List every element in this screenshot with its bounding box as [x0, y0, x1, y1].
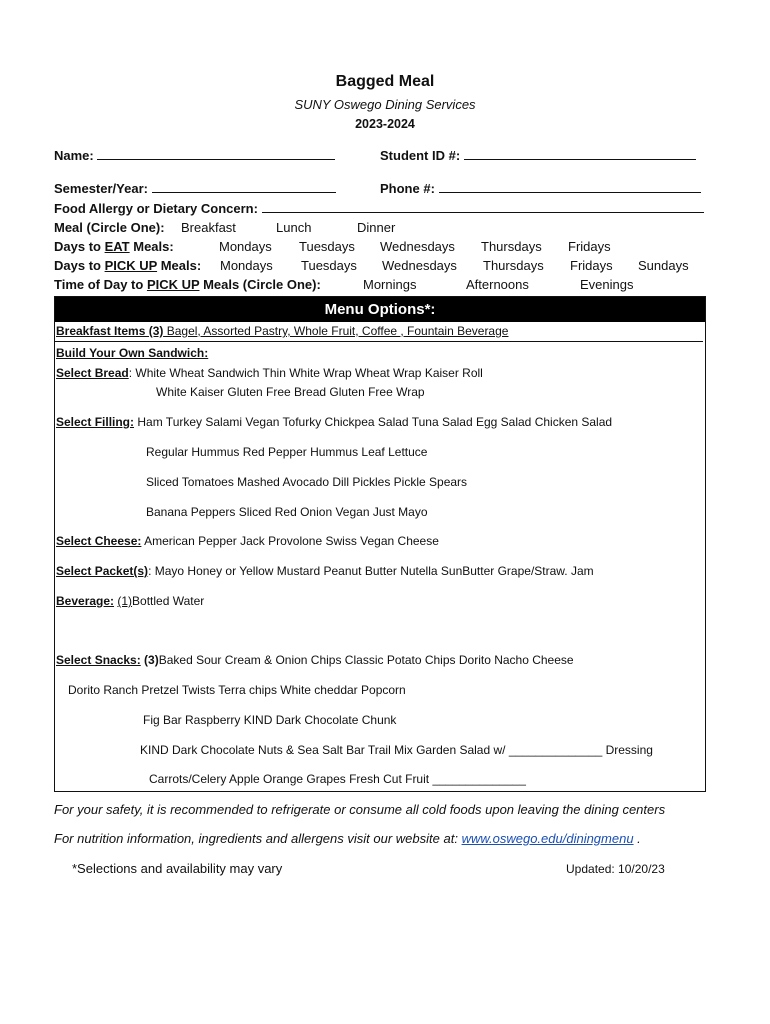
beverage-line: Beverage: (1)Bottled Water [56, 594, 205, 608]
build-sandwich-label: Build Your Own Sandwich: [56, 346, 209, 360]
snacks-line-2: Dorito Ranch Pretzel Twists Terra chips White cheddar Popcorn [68, 683, 406, 697]
snacks-line-3: Fig Bar Raspberry KIND Dark Chocolate Chunk [143, 713, 397, 727]
filling-line-2: Regular Hummus Red Pepper Hummus Leaf Lettuce [146, 445, 428, 459]
name-line[interactable] [97, 148, 335, 160]
eat-day-wednesday[interactable]: Wednesdays [380, 239, 455, 254]
breakfast-row [55, 322, 703, 342]
pickup-day-tuesday[interactable]: Tuesdays [301, 258, 357, 273]
packet-line: Select Packet(s): Mayo Honey or Yellow Mustard Peanut Butter Nutella SunButter Grape/Straw. Jam [56, 564, 594, 578]
menu-options-heading: Menu Options*: [55, 297, 705, 322]
student-id-label: Student ID #: [380, 148, 461, 163]
eat-day-tuesday[interactable]: Tuesdays [299, 239, 355, 254]
phone-line[interactable] [439, 181, 701, 193]
filling-line-3: Sliced Tomatoes Mashed Avocado Dill Pickles Pickle Spears [146, 475, 468, 489]
bread-line-1: Select Bread: White Wheat Sandwich Thin White Wrap Wheat Wrap Kaiser Roll [56, 366, 483, 380]
eat-day-monday[interactable]: Mondays [219, 239, 272, 254]
page-title: Bagged Meal [335, 73, 435, 90]
meal-option-breakfast[interactable]: Breakfast [181, 220, 236, 235]
eat-days-label: Days to EAT Meals: [54, 239, 174, 254]
eat-day-friday[interactable]: Fridays [568, 239, 611, 254]
name-label: Name: [54, 148, 94, 163]
pickup-day-monday[interactable]: Mondays [220, 258, 273, 273]
pickup-day-thursday[interactable]: Thursdays [483, 258, 544, 273]
academic-year: 2023-2024 [355, 117, 415, 131]
pickup-day-sunday[interactable]: Sundays [638, 258, 689, 273]
snacks-line-5: Carrots/Celery Apple Orange Grapes Fresh Cut Fruit ______________ [149, 772, 526, 786]
semester-line[interactable] [152, 181, 336, 193]
pickup-day-friday[interactable]: Fridays [570, 258, 613, 273]
nutrition-note: For nutrition information, ingredients and allergens visit our website at: www.oswego.edu/diningmenu . [54, 831, 641, 846]
meal-option-dinner[interactable]: Dinner [357, 220, 396, 235]
time-option-mornings[interactable]: Mornings [363, 277, 417, 292]
time-option-evenings[interactable]: Evenings [580, 277, 634, 292]
filling-line-4: Banana Peppers Sliced Red Onion Vegan Just Mayo [146, 505, 428, 519]
semester-label: Semester/Year: [54, 181, 148, 196]
allergy-field[interactable] [54, 201, 704, 216]
menu-options-box [54, 296, 706, 792]
snacks-line-4: KIND Dark Chocolate Nuts & Sea Salt Bar Trail Mix Garden Salad w/ ______________ Dressing [140, 743, 653, 757]
phone-label: Phone #: [380, 181, 435, 196]
pickup-time-label: Time of Day to PICK UP Meals (Circle One): [54, 277, 321, 292]
meal-label: Meal (Circle One): [54, 220, 165, 235]
semester-field[interactable] [54, 181, 336, 196]
eat-day-thursday[interactable]: Thursdays [481, 239, 542, 254]
student-id-line[interactable] [464, 148, 696, 160]
breakfast-items: Breakfast Items (3) Bagel, Assorted Pastry, Whole Fruit, Coffee , Fountain Beverage [56, 324, 509, 338]
pickup-day-wednesday[interactable]: Wednesdays [382, 258, 457, 273]
allergy-label: Food Allergy or Dietary Concern: [54, 201, 258, 216]
time-option-afternoons[interactable]: Afternoons [466, 277, 529, 292]
dining-menu-link[interactable]: www.oswego.edu/diningmenu [461, 831, 634, 846]
bread-line-2: White Kaiser Gluten Free Bread Gluten Free Wrap [156, 385, 425, 399]
selections-note: *Selections and availability may vary [72, 861, 283, 876]
student-id-field[interactable] [380, 148, 696, 163]
cheese-line: Select Cheese: American Pepper Jack Provolone Swiss Vegan Cheese [56, 534, 439, 548]
updated-date: Updated: 10/20/23 [566, 862, 665, 876]
filling-line-1: Select Filling: Ham Turkey Salami Vegan Tofurky Chickpea Salad Tuna Salad Egg Salad Chicken Salad [56, 415, 613, 429]
meal-option-lunch[interactable]: Lunch [276, 220, 312, 235]
safety-note: For your safety, it is recommended to refrigerate or consume all cold foods upon leaving the dining centers [54, 802, 666, 817]
snacks-line-1: Select Snacks: (3)Baked Sour Cream & Onion Chips Classic Potato Chips Dorito Nacho Cheese [56, 653, 574, 667]
name-field[interactable] [54, 148, 335, 163]
allergy-line[interactable] [262, 201, 704, 213]
phone-field[interactable] [380, 181, 701, 196]
page-subtitle: SUNY Oswego Dining Services [294, 97, 476, 112]
pickup-days-label: Days to PICK UP Meals: [54, 258, 202, 273]
